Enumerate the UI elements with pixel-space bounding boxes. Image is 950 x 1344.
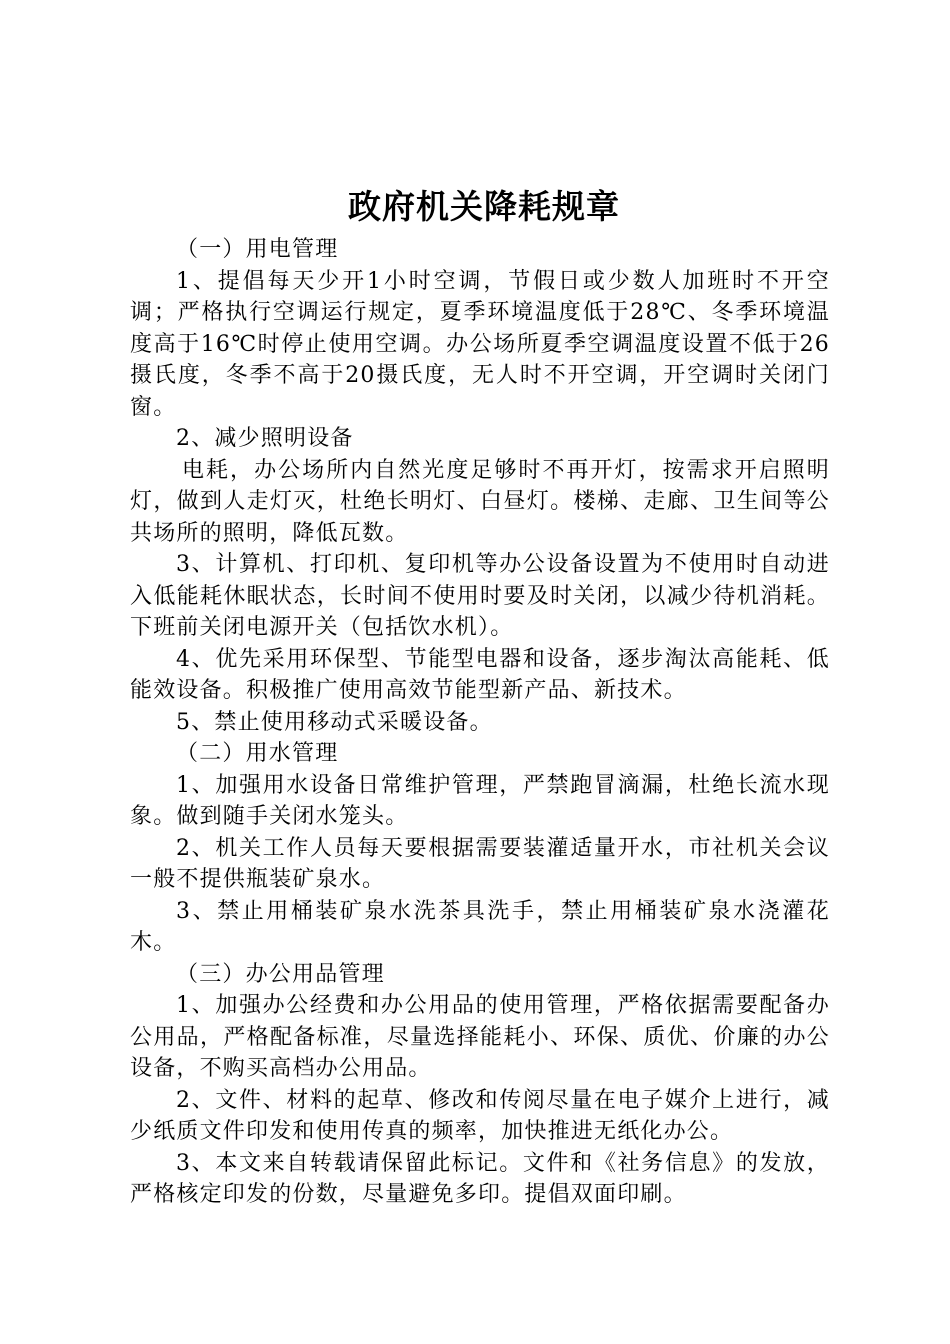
paragraph: 2、文件、材料的起草、修改和传阅尽量在电子媒介上进行，减少纸质文件印发和使用传真的频率，加快推进无纸化办公。 [130, 1087, 830, 1144]
paragraph: 1、提倡每天少开1小时空调，节假日或少数人加班时不开空调；严格执行空调运行规定，夏季环境温度低于28℃、冬季环境温度高于16℃时停止使用空调。办公场所夏季空调温度设置不低于26摄氏度，冬季不高于20摄氏度，无人时不开空调，开空调时关闭门窗。 [130, 268, 830, 420]
paragraph: 1、加强办公经费和办公用品的使用管理，严格依据需要配备办公用品，严格配备标准，尽量选择能耗小、环保、质优、价廉的办公设备，不购买高档办公用品。 [130, 993, 830, 1081]
section-office-supplies [130, 959, 830, 1211]
paragraph: 2、机关工作人员每天要根据需要装灌适量开水，市社机关会议一般不提供瓶装矿泉水。 [130, 835, 830, 892]
section-electricity [130, 234, 830, 738]
paragraph: 3、禁止用桶装矿泉水洗茶具洗手，禁止用桶装矿泉水浇灌花木。 [130, 898, 830, 955]
paragraph: 5、禁止使用移动式采暖设备。 [176, 709, 493, 735]
section-water [130, 738, 830, 959]
document-page [130, 180, 830, 1211]
paragraph: 4、优先采用环保型、节能型电器和设备，逐步淘汰高能耗、低能效设备。积极推广使用高效节能型新产品、新技术。 [130, 646, 830, 703]
section-heading: （三）办公用品管理 [176, 961, 385, 987]
document-body [130, 234, 830, 1211]
paragraph: 3、计算机、打印机、复印机等办公设备设置为不使用时自动进入低能耗休眠状态，长时间不使用时要及时关闭，以减少待机消耗。下班前关闭电源开关（包括饮水机）。 [130, 552, 830, 640]
paragraph: 电耗，办公场所内自然光度足够时不再开灯，按需求开启照明灯，做到人走灯灭，杜绝长明灯、白昼灯。楼梯、走廊、卫生间等公共场所的照明，降低瓦数。 [130, 457, 830, 546]
document-title: 政府机关降耗规章 [348, 187, 620, 226]
paragraph: 3、本文来自转载请保留此标记。文件和《社务信息》的发放，严格核定印发的份数，尽量避免多印。提倡双面印刷。 [130, 1150, 830, 1207]
section-heading: （二）用水管理 [176, 741, 339, 766]
paragraph: 2、减少照明设备 [176, 426, 354, 451]
paragraph: 1、加强用水设备日常维护管理，严禁跑冒滴漏，杜绝长流水现象。做到随手关闭水笼头。 [130, 772, 830, 829]
section-heading: （一）用电管理 [176, 237, 339, 262]
